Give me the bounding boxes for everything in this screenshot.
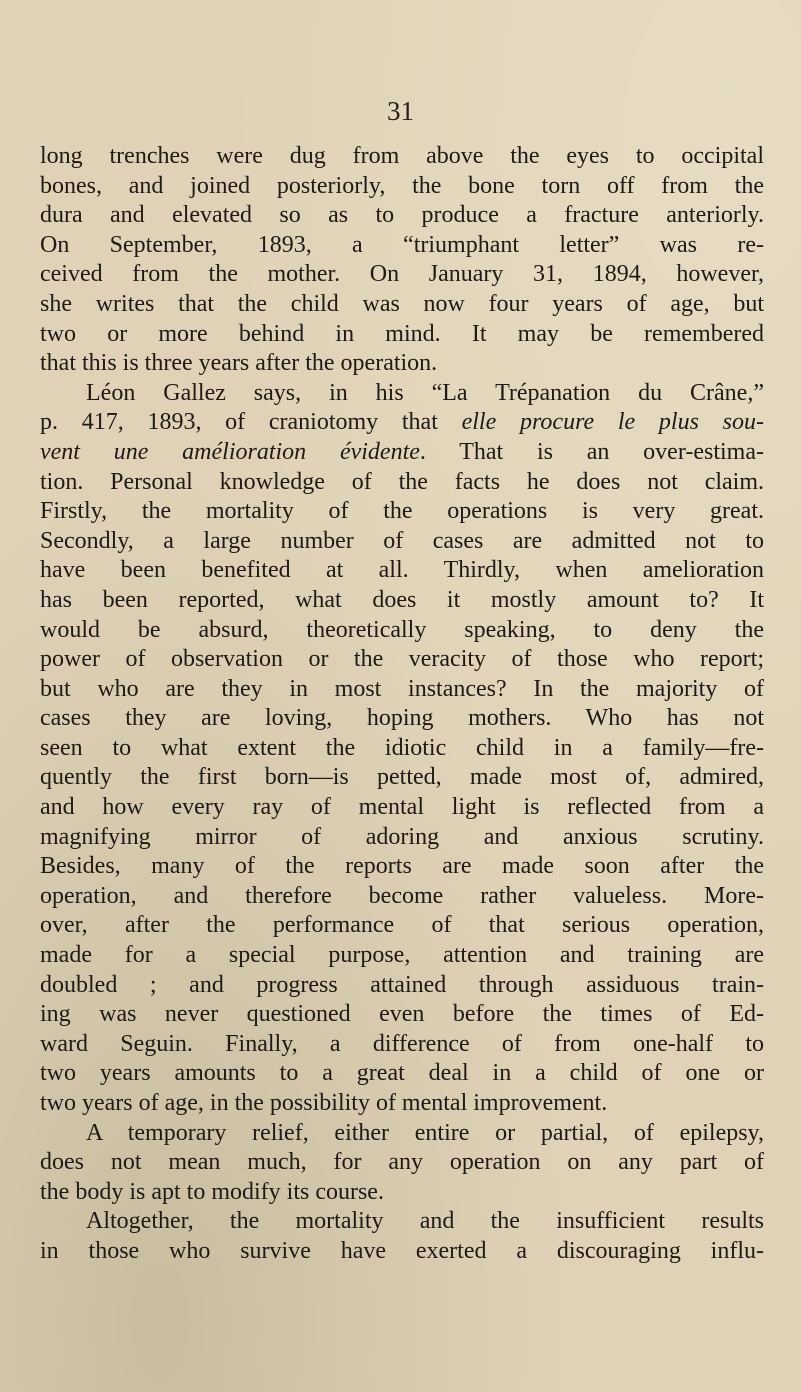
line-text: in those who survive have exerted a discouraging influ-: [40, 1237, 764, 1264]
text-line: [40, 793, 764, 823]
text-line: [40, 320, 764, 350]
text-line: [40, 408, 764, 438]
text-line: [40, 231, 764, 261]
text-line: [40, 911, 764, 941]
line-text: that this is three years after the operation.: [40, 350, 438, 377]
text-line: [40, 556, 764, 586]
line-text: magnifying mirror of adoring and anxious scrutiny.: [40, 823, 764, 850]
line-text: two years amounts to a great deal in a child of one or: [40, 1060, 764, 1087]
line-text: power of observation or the veracity of those who report;: [40, 646, 764, 673]
line-text: cases they are loving, hoping mothers. Who has not: [40, 705, 764, 732]
text-line: [40, 675, 764, 705]
text-line: [40, 260, 764, 290]
line-text: ward Seguin. Finally, a difference of from one-half to: [40, 1030, 764, 1057]
line-text: tion. Personal knowledge of the facts he does not claim.: [40, 468, 764, 495]
line-text: Besides, many of the reports are made soon after the: [40, 853, 764, 880]
text-line: [40, 290, 764, 320]
line-text: she writes that the child was now four years of age, but: [40, 290, 764, 317]
text-line: [40, 1030, 764, 1060]
text-line: [40, 882, 764, 912]
line-text: two years of age, in the possibility of mental improvement.: [40, 1090, 608, 1116]
line-text: seen to what extent the idiotic child in a family—fre-: [40, 734, 764, 761]
line-text: quently the first born—is petted, made most of, admired,: [40, 764, 764, 791]
line-text: doubled ; and progress attained through assiduous train-: [40, 971, 764, 998]
line-text: Firstly, the mortality of the operations is very great.: [40, 498, 764, 525]
line-text: and how every ray of mental light is reflected from a: [40, 794, 764, 821]
line-text: bones, and joined posteriorly, the bone torn off from the: [40, 172, 764, 199]
line-text: On September, 1893, a “triumphant letter” was re-: [40, 231, 764, 258]
text-line: [40, 586, 764, 616]
line-text: has been reported, what does it mostly amount to? It: [40, 586, 764, 613]
line-text: would be absurd, theoretically speaking, to deny the: [40, 616, 764, 643]
text-line: [40, 645, 764, 675]
body-text: [40, 142, 764, 1267]
line-text: operation, and therefore become rather valueless. More-: [40, 882, 764, 909]
text-line: [40, 1059, 764, 1089]
text-line: [40, 349, 764, 379]
line-text: Secondly, a large number of cases are admitted not to: [40, 527, 764, 554]
line-text: long trenches were dug from above the eyes to occipital: [40, 143, 764, 169]
text-line: [40, 1237, 764, 1267]
text-line: [40, 1178, 764, 1208]
line-text: ceived from the mother. On January 31, 1894, however,: [40, 261, 764, 288]
line-text: made for a special purpose, attention and training are: [40, 942, 764, 969]
line-text: does not mean much, for any operation on any part of: [40, 1149, 764, 1176]
text-line: [40, 616, 764, 646]
text-line: [40, 438, 764, 468]
text-line: [40, 201, 764, 231]
line-text: p. 417, 1893, of craniotomy that: [40, 409, 462, 436]
text-line: [40, 734, 764, 764]
line-text: . That is an over-estima-: [419, 438, 764, 465]
line-text: ing was never questioned even before the times of Ed-: [40, 1001, 764, 1028]
text-line: [40, 1207, 764, 1237]
text-line: [40, 497, 764, 527]
page-number: 31: [387, 96, 414, 126]
line-text: have been benefited at all. Thirdly, when amelioration: [40, 557, 764, 584]
line-text: dura and elevated so as to produce a fracture anteriorly.: [40, 202, 764, 229]
text-line: [40, 852, 764, 882]
line-text: over, after the performance of that serious operation,: [40, 912, 764, 939]
text-line: [40, 527, 764, 557]
line-text: two or more behind in mind. It may be remembered: [40, 320, 764, 347]
line-text: Altogether, the mortality and the insufficient results: [86, 1208, 764, 1235]
text-line: [40, 823, 764, 853]
text-line: [40, 468, 764, 498]
text-line: [40, 763, 764, 793]
text-line: [40, 1000, 764, 1030]
line-text: Léon Gallez says, in his “La Trépanation du Crâne,”: [86, 379, 764, 406]
italic-quote: vent une amélioration évidente: [40, 438, 420, 465]
text-line: [40, 172, 764, 202]
text-line: [40, 379, 764, 409]
text-line: [40, 1148, 764, 1178]
line-text: but who are they in most instances? In the majority of: [40, 675, 764, 702]
line-text: A temporary relief, either entire or partial, of epilepsy,: [86, 1119, 764, 1146]
text-line: [40, 941, 764, 971]
line-text: the body is apt to modify its course.: [40, 1178, 384, 1205]
text-line: [40, 704, 764, 734]
text-line: [40, 1119, 764, 1149]
italic-quote: elle procure le plus sou-: [461, 409, 764, 436]
text-line: [40, 142, 764, 172]
text-line: [40, 1089, 764, 1119]
text-line: [40, 971, 764, 1001]
